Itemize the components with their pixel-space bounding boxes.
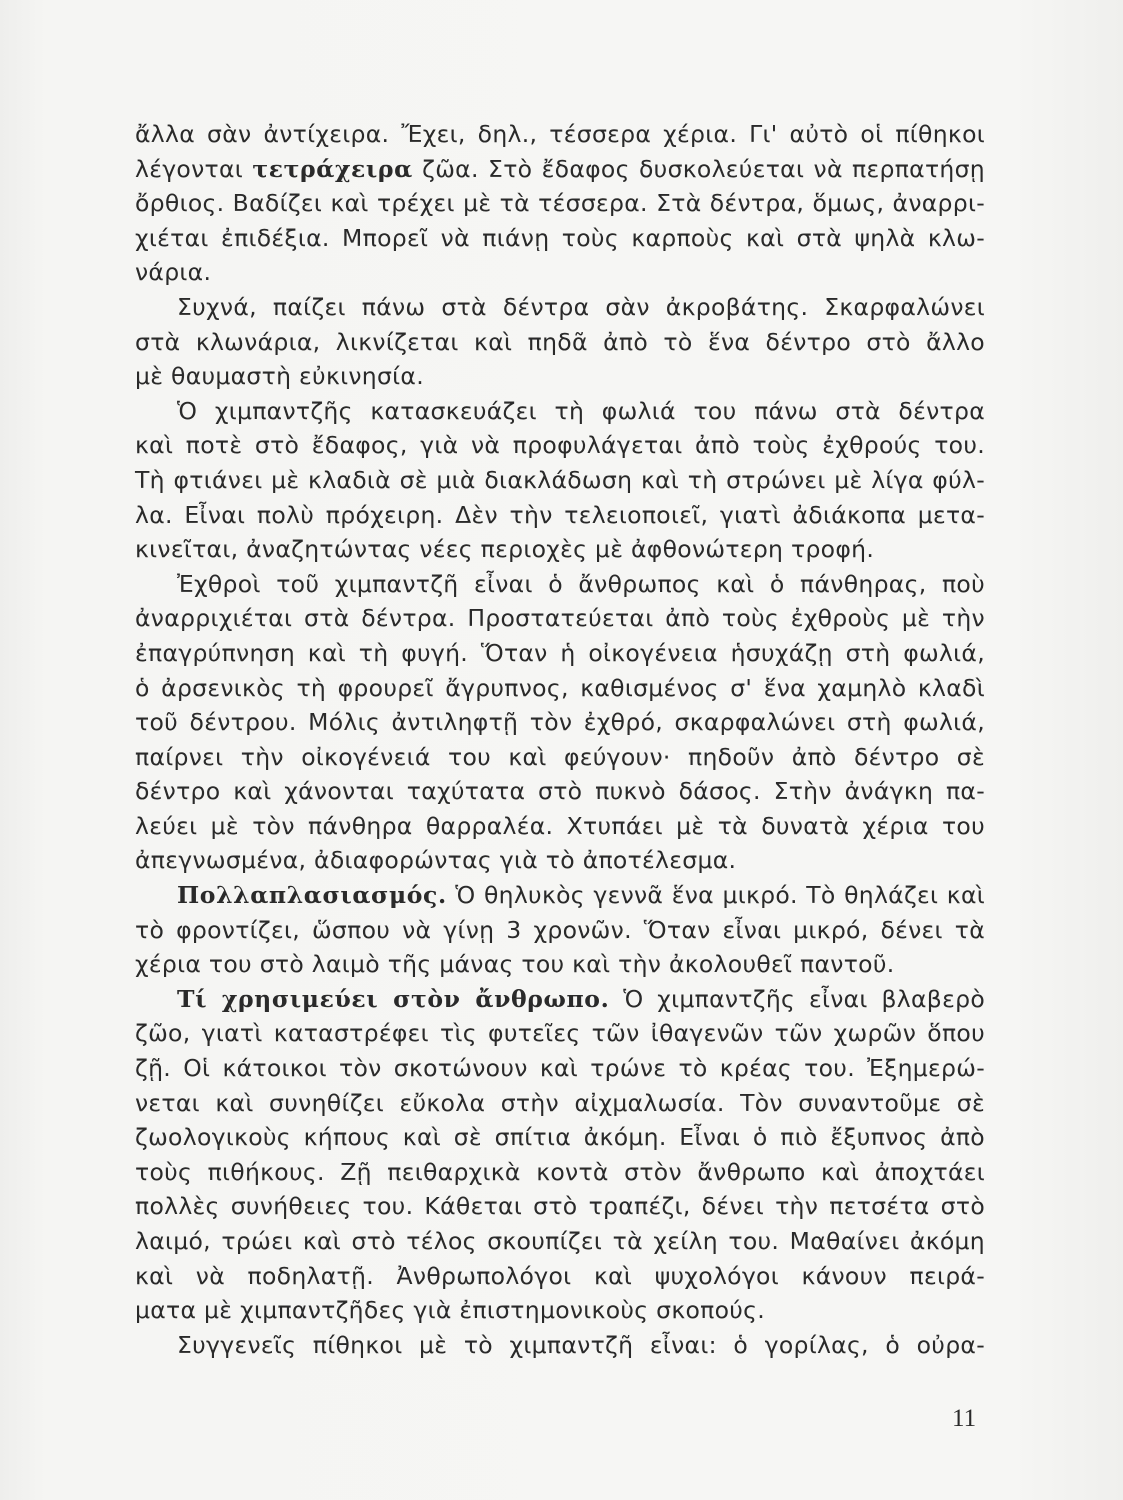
line-text: Ὁ χιμπαντζῆς κατασκευάζει τὴ φωλιά του πάνω στὰ δέντρα — [177, 396, 985, 425]
line-text: στὰ κλωνάρια, λικνίζεται καὶ πηδᾶ ἀπὸ τὸ ἕνα δέντρο στὸ ἄλλο — [135, 327, 985, 356]
line-text: ὄρθιος. Βαδίζει καὶ τρέχει μὲ τὰ τέσσερα. Στὰ δέντρα, ὅμως, ἀναρρι- — [135, 189, 985, 218]
text-line — [135, 1016, 985, 1051]
line-text: ἀναρριχιέται στὰ δέντρα. Προστατεύεται ἀπὸ τοὺς ἐχθροὺς μὲ τὴν — [135, 604, 985, 633]
line-text: Ὁ θηλυκὸς γεννᾶ ἕνα μικρό. Τὸ θηλάζει καὶ — [446, 881, 985, 910]
text-line — [135, 255, 985, 290]
text-line — [135, 1120, 985, 1155]
line-text: λα. Εἶναι πολὺ πρόχειρη. Δὲν τὴν τελειοποιεῖ, γιατὶ ἀδιάκοπα μετα- — [135, 500, 985, 529]
text-line — [135, 1224, 985, 1259]
text-line — [135, 325, 985, 360]
line-text: νάρια. — [135, 258, 212, 287]
line-text: ματα μὲ χιμπαντζῆδες γιὰ ἐπιστημονικοὺς σκοπούς. — [135, 1296, 766, 1325]
line-text: ἄλλα σὰν ἀντίχειρα. Ἔχει, δηλ., τέσσερα χέρια. Γι' αὐτὸ οἱ πίθηκοι — [135, 120, 985, 148]
line-text: λαιμό, τρώει καὶ στὸ τέλος σκουπίζει τὰ χείλη του. Μαθαίνει ἀκόμη — [135, 1227, 985, 1255]
text-line — [135, 740, 985, 775]
text-line — [135, 1189, 985, 1224]
text-line — [135, 1328, 985, 1363]
line-text: κινεῖται, ἀναζητώντας νέες περιοχὲς μὲ ἀφθονώτερη τροφή. — [135, 535, 875, 564]
line-text: μὲ θαυμαστὴ εὐκινησία. — [135, 362, 424, 391]
line-text: ἐπαγρύπνηση καὶ τὴ φυγή. Ὅταν ἡ οἰκογένεια ἡσυχάζῃ στὴ φωλιά, — [135, 638, 985, 667]
text-line — [135, 394, 985, 429]
text-line — [135, 705, 985, 740]
text-line — [135, 913, 985, 948]
line-text: τὸ φροντίζει, ὥσπου νὰ γίνῃ 3 χρονῶν. Ὅταν εἶναι μικρό, δένει τὰ — [135, 915, 985, 944]
bold-heading: τετράχειρα — [252, 154, 413, 183]
text-line — [135, 878, 985, 913]
text-line — [135, 947, 985, 982]
text-line — [135, 359, 985, 394]
text-line — [135, 290, 985, 325]
line-text: καὶ νὰ ποδηλατῇ. Ἀνθρωπολόγοι καὶ ψυχολόγοι κάνουν πειρά- — [135, 1261, 985, 1290]
text-line — [135, 1086, 985, 1121]
line-text: τοὺς πιθήκους. Ζῇ πειθαρχικὰ κοντὰ στὸν ἄνθρωπο καὶ ἀποχτάει — [135, 1157, 985, 1186]
text-line — [135, 532, 985, 567]
line-text: χιέται ἐπιδέξια. Μπορεῖ νὰ πιάνῃ τοὺς καρποὺς καὶ στὰ ψηλὰ κλω- — [135, 223, 985, 252]
line-text: τοῦ δέντρου. Μόλις ἀντιληφτῇ τὸν ἐχθρό, σκαρφαλώνει στὴ φωλιά, — [135, 708, 985, 737]
line-text: καὶ ποτὲ στὸ ἔδαφος, γιὰ νὰ προφυλάγεται ἀπὸ τοὺς ἐχθρούς του. — [135, 431, 985, 460]
text-line — [135, 152, 985, 187]
bold-heading: Πολλαπλασιασμός. — [177, 881, 447, 910]
text-line — [135, 982, 985, 1017]
line-text: ζῶο, γιατὶ καταστρέφει τὶς φυτεῖες τῶν ἰθαγενῶν τῶν χωρῶν ὅπου — [135, 1019, 985, 1048]
body-text — [135, 117, 985, 1362]
text-line — [135, 1051, 985, 1086]
line-text: ζῇ. Οἱ κάτοικοι τὸν σκοτώνουν καὶ τρώνε τὸ κρέας του. Ἐξημερώ- — [135, 1054, 985, 1083]
line-text: πολλὲς συνήθειες του. Κάθεται στὸ τραπέζι, δένει τὴν πετσέτα στὸ — [135, 1192, 985, 1221]
bold-heading: Τί χρησιμεύει στὸν ἄνθρωπο. — [177, 984, 610, 1013]
text-line — [135, 221, 985, 256]
text-line — [135, 428, 985, 463]
line-text: νεται καὶ συνηθίζει εὔκολα στὴν αἰχμαλωσία. Τὸν συναντοῦμε σὲ — [135, 1088, 985, 1117]
line-text: ὁ ἀρσενικὸς τὴ φρουρεῖ ἄγρυπνος, καθισμένος σ' ἕνα χαμηλὸ κλαδὶ — [135, 673, 985, 702]
line-text: λέγονται — [135, 154, 253, 183]
line-text: Συχνά, παίζει πάνω στὰ δέντρα σὰν ἀκροβάτης. Σκαρφαλώνει — [177, 292, 985, 321]
line-text: δέντρο καὶ χάνονται ταχύτατα στὸ πυκνὸ δάσος. Στὴν ἀνάγκη πα- — [135, 777, 985, 806]
text-line — [135, 636, 985, 671]
line-text: ζῶα. Στὸ ἔδαφος δυσκολεύεται νὰ περπατήσῃ — [412, 154, 985, 183]
line-text: Ὁ χιμπαντζῆς εἶναι βλαβερὸ — [609, 984, 985, 1013]
text-line — [135, 498, 985, 533]
text-line — [135, 774, 985, 809]
page-number: 11 — [952, 1405, 977, 1432]
text-line — [135, 463, 985, 498]
line-text: Τὴ φτιάνει μὲ κλαδιὰ σὲ μιὰ διακλάδωση καὶ τὴ στρώνει μὲ λίγα φύλ- — [135, 465, 985, 494]
line-text: λεύει μὲ τὸν πάνθηρα θαρραλέα. Χτυπάει μὲ τὰ δυνατὰ χέρια του — [135, 811, 985, 840]
text-line — [135, 843, 985, 878]
text-line — [135, 1259, 985, 1294]
line-text: παίρνει τὴν οἰκογένειά του καὶ φεύγουν· πηδοῦν ἀπὸ δέντρο σὲ — [135, 742, 985, 771]
text-line — [135, 671, 985, 706]
text-line — [135, 601, 985, 636]
text-line — [135, 567, 985, 602]
line-text: χέρια του στὸ λαιμὸ τῆς μάνας του καὶ τὴν ἀκολουθεῖ παντοῦ. — [135, 950, 895, 979]
text-line — [135, 809, 985, 844]
line-text: Ἐχθροὶ τοῦ χιμπαντζῆ εἶναι ὁ ἄνθρωπος καὶ ὁ πάνθηρας, ποὺ — [177, 569, 985, 598]
line-text: Συγγενεῖς πίθηκοι μὲ τὸ χιμπαντζῆ εἶναι: ὁ γορίλας, ὁ οὐρα- — [177, 1330, 985, 1359]
line-text: ζωολογικοὺς κήπους καὶ σὲ σπίτια ἀκόμη. Εἶναι ὁ πιὸ ἔξυπνος ἀπὸ — [135, 1123, 985, 1152]
text-line — [135, 186, 985, 221]
line-text: ἀπεγνωσμένα, ἀδιαφορώντας γιὰ τὸ ἀποτέλεσμα. — [135, 846, 737, 875]
text-line — [135, 117, 985, 152]
text-line — [135, 1293, 985, 1328]
text-line — [135, 1155, 985, 1190]
